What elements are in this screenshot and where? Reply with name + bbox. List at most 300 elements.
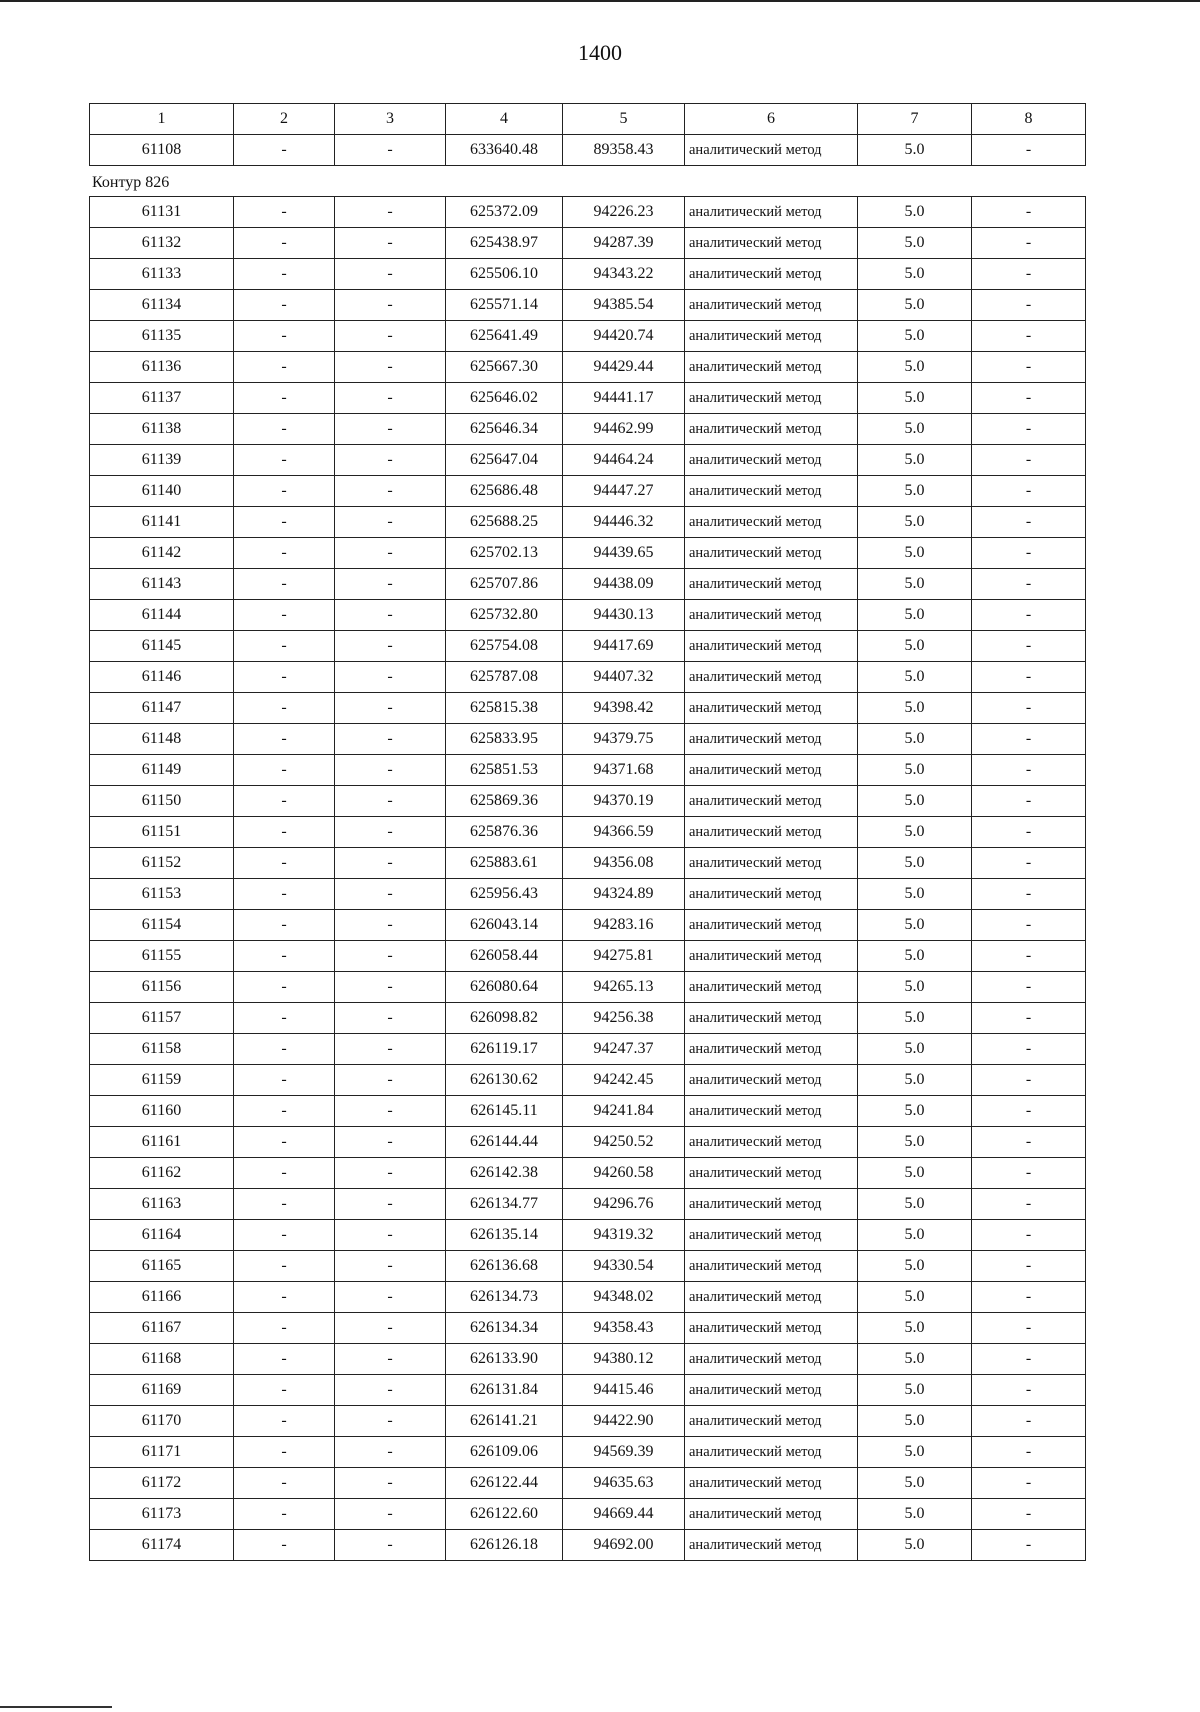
table-cell: -	[234, 724, 335, 755]
method-cell: аналитический метод	[685, 414, 858, 445]
table-cell: -	[234, 1251, 335, 1282]
table-cell: 61144	[90, 600, 234, 631]
table-row	[90, 910, 1086, 941]
method-cell: аналитический метод	[685, 445, 858, 476]
method-cell: аналитический метод	[685, 1282, 858, 1313]
table-cell: 625851.53	[446, 755, 563, 786]
table-cell: 61151	[90, 817, 234, 848]
method-cell: аналитический метод	[685, 228, 858, 259]
table-cell: -	[335, 1096, 446, 1127]
method-cell: аналитический метод	[685, 1189, 858, 1220]
table-cell: 94319.32	[563, 1220, 685, 1251]
table-cell: 61162	[90, 1158, 234, 1189]
table-cell: -	[234, 1468, 335, 1499]
table-cell: -	[972, 507, 1086, 538]
table-cell: 625641.49	[446, 321, 563, 352]
table-cell: -	[234, 600, 335, 631]
table-cell: 5.0	[858, 197, 972, 228]
table-cell: 5.0	[858, 724, 972, 755]
table-cell: 94380.12	[563, 1344, 685, 1375]
table-cell: -	[972, 1158, 1086, 1189]
table-cell: 94462.99	[563, 414, 685, 445]
table-cell: 94407.32	[563, 662, 685, 693]
table-cell: 94358.43	[563, 1313, 685, 1344]
table-cell: -	[972, 755, 1086, 786]
column-number-cell: 2	[234, 104, 335, 135]
table-row	[90, 941, 1086, 972]
table-cell: -	[335, 1251, 446, 1282]
table-cell: -	[972, 1220, 1086, 1251]
table-row	[90, 693, 1086, 724]
table-cell: -	[335, 476, 446, 507]
table-cell: 61140	[90, 476, 234, 507]
table-row	[90, 631, 1086, 662]
table-cell: 94348.02	[563, 1282, 685, 1313]
table-cell: 61142	[90, 538, 234, 569]
table-cell: -	[972, 352, 1086, 383]
method-cell: аналитический метод	[685, 910, 858, 941]
table-row	[90, 662, 1086, 693]
table-cell: 625372.09	[446, 197, 563, 228]
table-cell: 94569.39	[563, 1437, 685, 1468]
table-cell: -	[234, 1065, 335, 1096]
table-cell: 61157	[90, 1003, 234, 1034]
table-cell: -	[972, 1282, 1086, 1313]
table-cell: 625833.95	[446, 724, 563, 755]
table-cell: 5.0	[858, 941, 972, 972]
table-cell: 625702.13	[446, 538, 563, 569]
table-cell: 94343.22	[563, 259, 685, 290]
table-cell: -	[335, 910, 446, 941]
table-row	[90, 414, 1086, 445]
table-cell: -	[335, 662, 446, 693]
table-cell: -	[335, 600, 446, 631]
table-row	[90, 1406, 1086, 1437]
table-cell: -	[234, 817, 335, 848]
table-cell: -	[335, 507, 446, 538]
table-cell: -	[234, 1375, 335, 1406]
table-cell: -	[972, 321, 1086, 352]
top-table-body	[90, 104, 1086, 166]
table-cell: -	[234, 1127, 335, 1158]
table-cell: 5.0	[858, 1220, 972, 1251]
table-cell: 94370.19	[563, 786, 685, 817]
table-row	[90, 1158, 1086, 1189]
table-cell: 5.0	[858, 538, 972, 569]
table-row	[90, 600, 1086, 631]
table-cell: 625787.08	[446, 662, 563, 693]
contour-table-body	[90, 197, 1086, 1561]
table-row	[90, 1220, 1086, 1251]
table-cell: 61159	[90, 1065, 234, 1096]
contour-table	[89, 196, 1086, 1561]
table-cell: -	[972, 476, 1086, 507]
table-cell: -	[335, 259, 446, 290]
method-cell: аналитический метод	[685, 1344, 858, 1375]
table-cell: 94669.44	[563, 1499, 685, 1530]
table-cell: 626043.14	[446, 910, 563, 941]
table-cell: 61149	[90, 755, 234, 786]
table-cell: 61165	[90, 1251, 234, 1282]
table-cell: -	[234, 507, 335, 538]
table-cell: 61173	[90, 1499, 234, 1530]
table-cell: 5.0	[858, 383, 972, 414]
table-cell: 61174	[90, 1530, 234, 1561]
table-row	[90, 972, 1086, 1003]
table-cell: -	[335, 786, 446, 817]
table-cell: 61150	[90, 786, 234, 817]
table-row	[90, 197, 1086, 228]
table-cell: -	[972, 1406, 1086, 1437]
table-cell: -	[335, 414, 446, 445]
table-cell: 61108	[90, 135, 234, 166]
table-cell: -	[335, 1375, 446, 1406]
table-cell: -	[335, 1406, 446, 1437]
table-cell: -	[972, 1127, 1086, 1158]
table-row	[90, 1530, 1086, 1561]
table-cell: -	[335, 1313, 446, 1344]
table-cell: -	[234, 135, 335, 166]
method-cell: аналитический метод	[685, 972, 858, 1003]
table-row	[90, 1344, 1086, 1375]
table-cell: 5.0	[858, 352, 972, 383]
table-cell: 5.0	[858, 972, 972, 1003]
table-cell: -	[234, 321, 335, 352]
table-row	[90, 1468, 1086, 1499]
table-cell: -	[335, 290, 446, 321]
table-row	[90, 1189, 1086, 1220]
table-cell: 94438.09	[563, 569, 685, 600]
table-cell: 61154	[90, 910, 234, 941]
page-number: 1400	[578, 40, 622, 65]
table-cell: 626134.34	[446, 1313, 563, 1344]
table-cell: -	[972, 383, 1086, 414]
table-cell: -	[972, 135, 1086, 166]
table-cell: -	[972, 693, 1086, 724]
table-cell: 626130.62	[446, 1065, 563, 1096]
table-cell: 94464.24	[563, 445, 685, 476]
table-cell: 94398.42	[563, 693, 685, 724]
table-cell: -	[234, 1344, 335, 1375]
table-cell: 5.0	[858, 631, 972, 662]
table-cell: -	[234, 662, 335, 693]
table-cell: 5.0	[858, 1189, 972, 1220]
table-cell: -	[234, 1499, 335, 1530]
table-cell: 61146	[90, 662, 234, 693]
table-cell: 61133	[90, 259, 234, 290]
table-cell: 94635.63	[563, 1468, 685, 1499]
table-cell: -	[234, 290, 335, 321]
table-cell: -	[234, 848, 335, 879]
table-cell: 61170	[90, 1406, 234, 1437]
table-cell: -	[234, 1313, 335, 1344]
table-cell: 5.0	[858, 1313, 972, 1344]
table-row	[90, 1375, 1086, 1406]
method-cell: аналитический метод	[685, 1313, 858, 1344]
table-cell: 626058.44	[446, 941, 563, 972]
table-cell: -	[234, 1158, 335, 1189]
method-cell: аналитический метод	[685, 476, 858, 507]
table-cell: -	[335, 1468, 446, 1499]
method-cell: аналитический метод	[685, 693, 858, 724]
method-cell: аналитический метод	[685, 662, 858, 693]
table-cell: 94430.13	[563, 600, 685, 631]
table-row	[90, 1313, 1086, 1344]
table-cell: 626133.90	[446, 1344, 563, 1375]
table-cell: 61147	[90, 693, 234, 724]
table-cell: -	[234, 693, 335, 724]
table-cell: 626131.84	[446, 1375, 563, 1406]
table-row	[90, 507, 1086, 538]
method-cell: аналитический метод	[685, 1096, 858, 1127]
table-cell: -	[972, 848, 1086, 879]
table-cell: 626144.44	[446, 1127, 563, 1158]
table-cell: -	[234, 1003, 335, 1034]
table-cell: 94446.32	[563, 507, 685, 538]
table-cell: -	[234, 538, 335, 569]
table-cell: -	[335, 135, 446, 166]
table-cell: -	[234, 879, 335, 910]
table-cell: -	[335, 1344, 446, 1375]
table-cell: 94283.16	[563, 910, 685, 941]
table-row	[90, 1251, 1086, 1282]
table-cell: 94415.46	[563, 1375, 685, 1406]
table-cell: 94429.44	[563, 352, 685, 383]
table-cell: 5.0	[858, 259, 972, 290]
table-cell: 94422.90	[563, 1406, 685, 1437]
table-cell: -	[972, 910, 1086, 941]
table-cell: 625754.08	[446, 631, 563, 662]
table-cell: 5.0	[858, 1437, 972, 1468]
table-cell: -	[335, 848, 446, 879]
table-row	[90, 848, 1086, 879]
table-row	[90, 383, 1086, 414]
table-cell: -	[972, 662, 1086, 693]
table-cell: 61172	[90, 1468, 234, 1499]
method-cell: аналитический метод	[685, 1034, 858, 1065]
table-cell: 94366.59	[563, 817, 685, 848]
table-cell: -	[972, 1251, 1086, 1282]
table-cell: 61155	[90, 941, 234, 972]
table-cell: 94356.08	[563, 848, 685, 879]
table-cell: -	[972, 1003, 1086, 1034]
table-cell: -	[335, 1003, 446, 1034]
table-cell: -	[972, 1344, 1086, 1375]
table-cell: -	[335, 755, 446, 786]
method-cell: аналитический метод	[685, 786, 858, 817]
table-cell: 625667.30	[446, 352, 563, 383]
table-cell: 61156	[90, 972, 234, 1003]
table-cell: 61166	[90, 1282, 234, 1313]
method-cell: аналитический метод	[685, 383, 858, 414]
method-cell: аналитический метод	[685, 1406, 858, 1437]
table-cell: 94439.65	[563, 538, 685, 569]
table-cell: 625707.86	[446, 569, 563, 600]
method-cell: аналитический метод	[685, 1375, 858, 1406]
table-row	[90, 1282, 1086, 1313]
table-cell: -	[972, 786, 1086, 817]
table-row	[90, 476, 1086, 507]
method-cell: 6	[685, 104, 858, 135]
table-row	[90, 290, 1086, 321]
table-cell: -	[335, 1158, 446, 1189]
table-cell: 5.0	[858, 1468, 972, 1499]
table-row	[90, 352, 1086, 383]
table-cell: -	[972, 1530, 1086, 1561]
table-cell: 5.0	[858, 600, 972, 631]
table-cell: -	[972, 1189, 1086, 1220]
column-number-cell: 1	[90, 104, 234, 135]
table-cell: 94275.81	[563, 941, 685, 972]
method-cell: аналитический метод	[685, 600, 858, 631]
table-row	[90, 724, 1086, 755]
bottom-edge-mark	[0, 1706, 112, 1708]
table-cell: 5.0	[858, 445, 972, 476]
method-cell: аналитический метод	[685, 569, 858, 600]
table-cell: 94385.54	[563, 290, 685, 321]
table-cell: 5.0	[858, 879, 972, 910]
table-row	[90, 1065, 1086, 1096]
method-cell: аналитический метод	[685, 352, 858, 383]
table-cell: 626126.18	[446, 1530, 563, 1561]
table-cell: -	[234, 755, 335, 786]
table-cell: 625647.04	[446, 445, 563, 476]
table-cell: -	[972, 538, 1086, 569]
table-cell: 61164	[90, 1220, 234, 1251]
method-cell: аналитический метод	[685, 197, 858, 228]
table-cell: -	[972, 631, 1086, 662]
column-number-cell: 3	[335, 104, 446, 135]
table-cell: 626141.21	[446, 1406, 563, 1437]
table-cell: -	[972, 1313, 1086, 1344]
table-cell: 625732.80	[446, 600, 563, 631]
table-cell: -	[972, 1468, 1086, 1499]
table-cell: 61143	[90, 569, 234, 600]
table-cell: -	[972, 197, 1086, 228]
table-cell: -	[972, 724, 1086, 755]
contour-label: Контур 826	[92, 174, 170, 191]
table-cell: -	[234, 972, 335, 1003]
table-cell: -	[335, 1220, 446, 1251]
table-cell: -	[234, 1530, 335, 1561]
table-cell: -	[972, 1096, 1086, 1127]
table-cell: -	[335, 352, 446, 383]
table-cell: 626142.38	[446, 1158, 563, 1189]
table-cell: 61135	[90, 321, 234, 352]
table-cell: 625883.61	[446, 848, 563, 879]
table-cell: -	[335, 1034, 446, 1065]
table-cell: -	[234, 1437, 335, 1468]
table-cell: -	[335, 1189, 446, 1220]
table-cell: -	[335, 879, 446, 910]
table-cell: 61168	[90, 1344, 234, 1375]
table-cell: -	[335, 538, 446, 569]
table-cell: 626122.60	[446, 1499, 563, 1530]
column-number-cell: 5	[563, 104, 685, 135]
table-cell: 5.0	[858, 1530, 972, 1561]
table-cell: 61167	[90, 1313, 234, 1344]
table-cell: -	[234, 1220, 335, 1251]
table-cell: 61136	[90, 352, 234, 383]
table-cell: 61169	[90, 1375, 234, 1406]
table-cell: 5.0	[858, 662, 972, 693]
table-cell: 61141	[90, 507, 234, 538]
table-row	[90, 786, 1086, 817]
table-cell: -	[335, 972, 446, 1003]
table-cell: -	[234, 1034, 335, 1065]
table-cell: 625956.43	[446, 879, 563, 910]
table-cell: -	[972, 941, 1086, 972]
method-cell: аналитический метод	[685, 1158, 858, 1189]
table-row	[90, 569, 1086, 600]
table-cell: 5.0	[858, 786, 972, 817]
table-cell: 5.0	[858, 1406, 972, 1437]
table-cell: 94330.54	[563, 1251, 685, 1282]
table-cell: 5.0	[858, 1158, 972, 1189]
table-cell: 626080.64	[446, 972, 563, 1003]
table-cell: 5.0	[858, 228, 972, 259]
column-number-cell: 4	[446, 104, 563, 135]
table-cell: -	[972, 1065, 1086, 1096]
table-cell: 5.0	[858, 414, 972, 445]
method-cell: аналитический метод	[685, 848, 858, 879]
table-cell: -	[234, 352, 335, 383]
table-cell: -	[972, 569, 1086, 600]
table-cell: 61137	[90, 383, 234, 414]
table-cell: -	[972, 290, 1086, 321]
table-row	[90, 445, 1086, 476]
table-cell: -	[335, 228, 446, 259]
method-cell: аналитический метод	[685, 1437, 858, 1468]
table-cell: -	[972, 1499, 1086, 1530]
table-cell: -	[972, 1375, 1086, 1406]
table-row	[90, 817, 1086, 848]
table-cell: 626135.14	[446, 1220, 563, 1251]
table-cell: 94260.58	[563, 1158, 685, 1189]
table-cell: -	[335, 724, 446, 755]
table-cell: 94441.17	[563, 383, 685, 414]
table-cell: 94324.89	[563, 879, 685, 910]
table-cell: 5.0	[858, 693, 972, 724]
table-cell: 61145	[90, 631, 234, 662]
table-cell: 5.0	[858, 1003, 972, 1034]
table-cell: 94256.38	[563, 1003, 685, 1034]
method-cell: аналитический метод	[685, 538, 858, 569]
table-cell: 5.0	[858, 1065, 972, 1096]
table-row	[90, 1034, 1086, 1065]
table-row	[90, 1003, 1086, 1034]
table-cell: 61132	[90, 228, 234, 259]
table-cell: -	[234, 197, 335, 228]
table-cell: 5.0	[858, 1034, 972, 1065]
table-cell: -	[234, 228, 335, 259]
column-number-cell: 8	[972, 104, 1086, 135]
table-cell: -	[234, 383, 335, 414]
method-cell: аналитический метод	[685, 321, 858, 352]
table-cell: -	[335, 1127, 446, 1158]
table-cell: 94247.37	[563, 1034, 685, 1065]
table-row	[90, 1499, 1086, 1530]
table-cell: 5.0	[858, 507, 972, 538]
table-cell: 94379.75	[563, 724, 685, 755]
table-cell: -	[234, 941, 335, 972]
table-cell: -	[335, 569, 446, 600]
table-cell: 625686.48	[446, 476, 563, 507]
table-cell: 61148	[90, 724, 234, 755]
table-cell: -	[335, 321, 446, 352]
table-cell: 94447.27	[563, 476, 685, 507]
method-cell: аналитический метод	[685, 1499, 858, 1530]
